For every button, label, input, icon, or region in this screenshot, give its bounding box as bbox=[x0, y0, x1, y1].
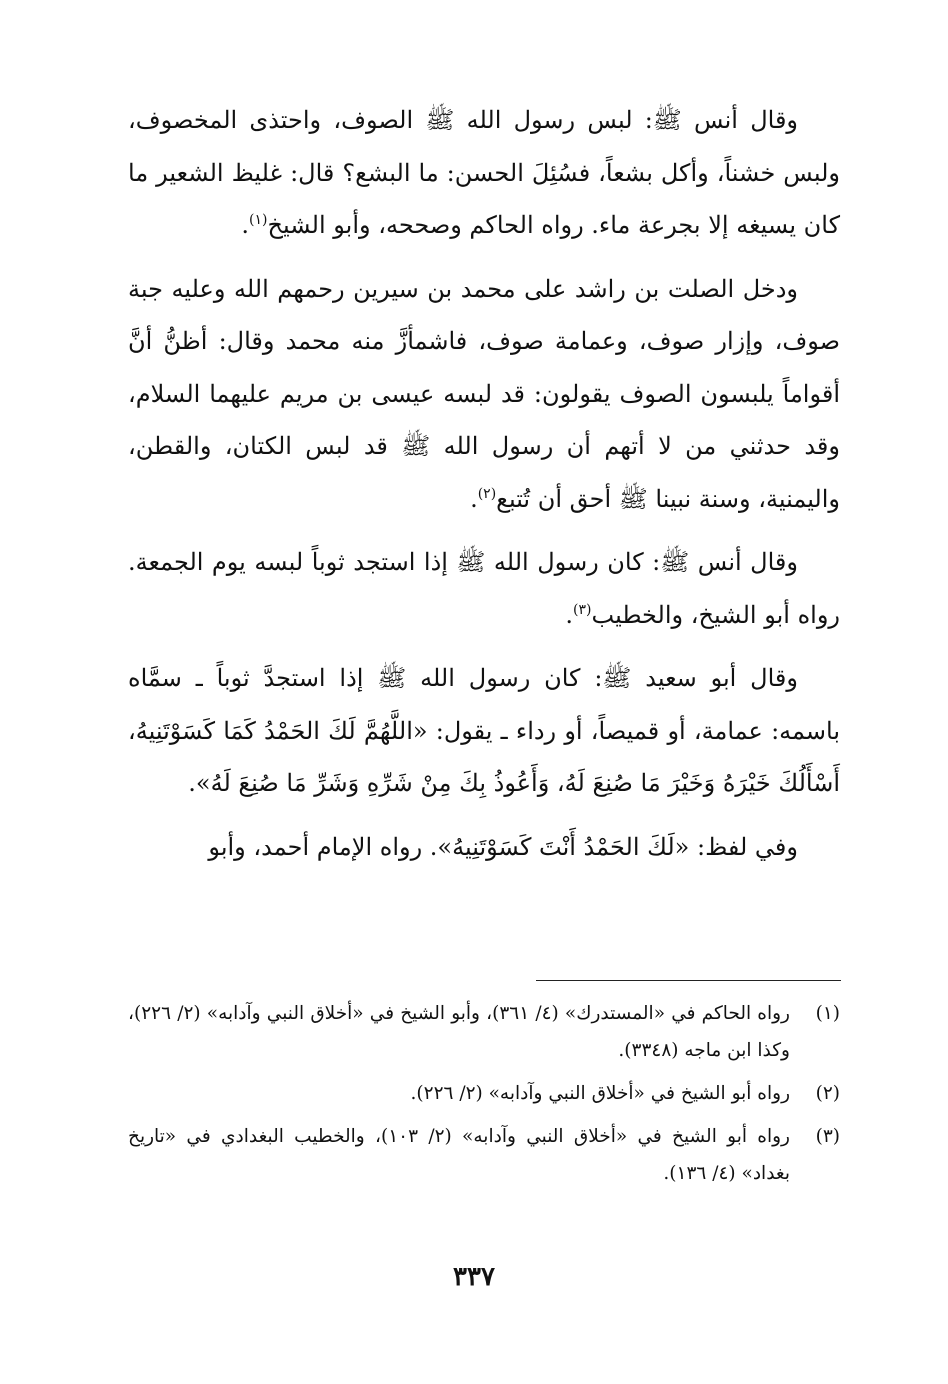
page-number: ٣٣٧ bbox=[453, 1262, 495, 1292]
footnote-number: (٣) bbox=[815, 1126, 840, 1147]
main-text bbox=[128, 94, 840, 884]
footnote-text: رواه الحاكم في «المستدرك» (٤/ ٣٦١)، وأبو الشيخ في «أخلاق النبي وآدابه» (٢/ ٢٢٦)، وكذا ابن ماجه (٣٣٤٨). bbox=[128, 1003, 790, 1061]
paragraph-1 bbox=[128, 94, 840, 252]
paragraph-text: وفي لفظ: «لَكَ الحَمْدُ أَنْتَ كَسَوْتَنِيهُ». رواه الإمام أحمد، وأبو bbox=[208, 832, 798, 861]
footnote-marker-1: (١) bbox=[249, 212, 268, 228]
paragraph-3 bbox=[128, 536, 840, 641]
paragraph-text: وقال أنس ﷺ: لبس رسول الله ﷺ الصوف، واحتذى المخصوف، ولبس خشناً، وأكل بشعاً، فسُئِلَ الحسن: ما البشع؟ قال: غليظ الشعير ما كان يسيغه إلا بجرعة ماء. رواه الحاكم وصححه، وأبو الشيخ bbox=[128, 106, 840, 239]
paragraph-2 bbox=[128, 263, 840, 526]
paragraph-tail: . bbox=[241, 211, 250, 239]
footnote-3 bbox=[128, 1118, 840, 1192]
paragraph-text: وقال أبو سعيد ﷺ: كان رسول الله ﷺ إذا استجدَّ ثوباً ـ سمَّاه باسمه: عمامة، أو قميصاً، أو رداء ـ يقول: «اللَّهُمَّ لَكَ الحَمْدُ كَمَا كَسَوْتَنِيهُ، أَسْأَلُكَ خَيْرَهُ وَخَيْرَ مَا صُنِعَ لَهُ، وَأَعُوذُ بِكَ مِنْ شَرِّهِ وَشَرِّ مَا صُنِعَ لَهُ». bbox=[128, 664, 840, 797]
footnote-divider bbox=[536, 980, 841, 981]
paragraph-tail: . bbox=[470, 484, 478, 513]
paragraph-4 bbox=[128, 652, 840, 810]
footnote-number: (١) bbox=[815, 1003, 840, 1024]
footnote-text: رواه أبو الشيخ في «أخلاق النبي وآدابه» (٢/ ١٠٣)، والخطيب البغدادي في «تاريخ بغداد» (٤/ ١٣٦). bbox=[128, 1126, 790, 1184]
paragraph-5 bbox=[128, 821, 840, 874]
footnote-1 bbox=[128, 995, 840, 1069]
footnote-text: رواه أبو الشيخ في «أخلاق النبي وآدابه» (٢/ ٢٢٦). bbox=[410, 1083, 790, 1104]
footnotes bbox=[128, 995, 840, 1198]
paragraph-tail: . bbox=[565, 600, 574, 629]
footnote-marker-2: (٢) bbox=[477, 485, 497, 502]
footnote-marker-3: (٣) bbox=[573, 601, 592, 618]
paragraph-text: ودخل الصلت بن راشد على محمد بن سيرين رحمهم الله وعليه جبة صوف، وإزار صوف، وعمامة صوف، فاشمأزَّ منه محمد وقال: أظنُّ أنَّ أقواماً يلبسون الصوف يقولون: قد لبسه عيسى بن مريم عليهما السلام، وقد حدثني من لا أتهم أن رسول الله ﷺ قد لبس الكتان، والقطن، واليمنية، وسنة نبينا ﷺ أحق أن تُتبع bbox=[128, 274, 841, 513]
paragraph-text: وقال أنس ﷺ: كان رسول الله ﷺ إذا استجد ثوباً لبسه يوم الجمعة. رواه أبو الشيخ، والخطيب bbox=[128, 548, 840, 629]
footnote-number: (٢) bbox=[815, 1083, 840, 1104]
footnote-2 bbox=[128, 1075, 840, 1112]
